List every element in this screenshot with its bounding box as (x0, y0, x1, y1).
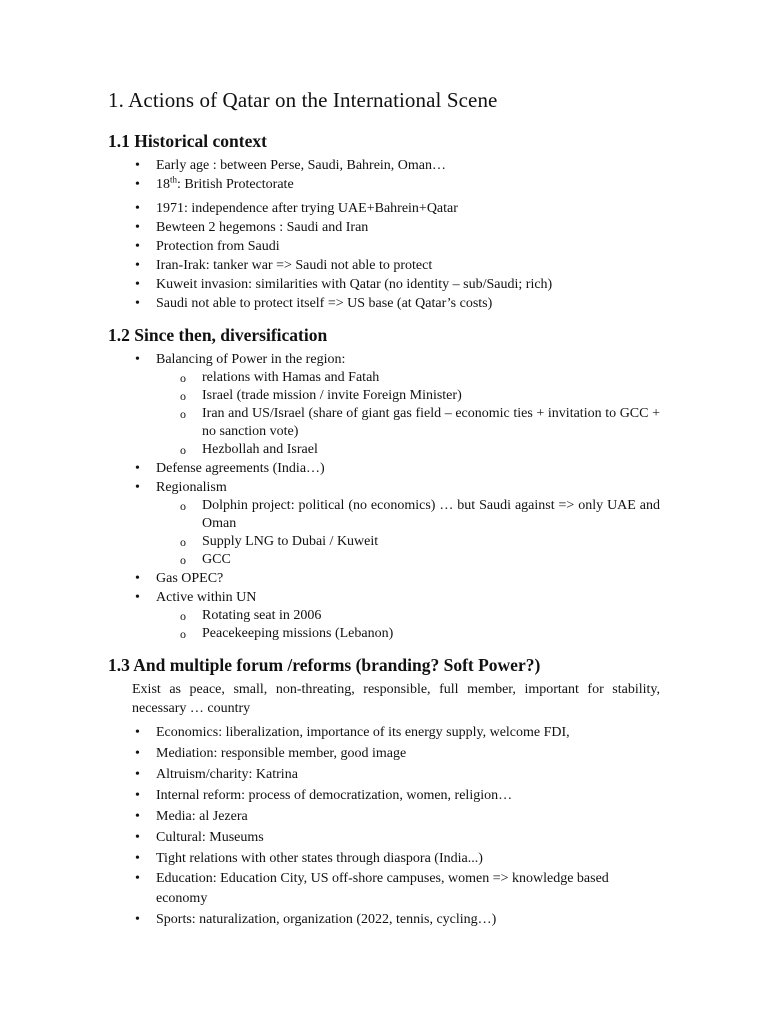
list-item (108, 478, 660, 569)
list-item: • Saudi not able to protect itself => US base (at Qatar’s costs) (108, 294, 660, 313)
list-item: • Defense agreements (India…) (108, 459, 660, 478)
list-item: • Tight relations with other states through diaspora (India...) (108, 848, 660, 869)
list-item (108, 175, 660, 194)
bullet-list (108, 350, 660, 643)
sub-list-item: o Israel (trade mission / invite Foreign Minister) (108, 387, 660, 405)
sub-list-item: o Hezbollah and Israel (108, 441, 660, 459)
sub-list-item: o Rotating seat in 2006 (108, 607, 660, 625)
list-item: • Early age : between Perse, Saudi, Bahrein, Oman… (108, 156, 660, 175)
section-historical-context (108, 131, 660, 313)
list-item: • Education: Education City, US off-shore campuses, women => knowledge based economy (108, 869, 660, 909)
list-item (108, 588, 660, 643)
section-intro-paragraph: Exist as peace, small, non-threating, responsible, full member, important for stability, necessary … country (132, 682, 660, 716)
sub-list-item: o Dolphin project: political (no economics) … but Saudi against => only UAE and Oman (108, 497, 660, 533)
list-item-text: Balancing of Power in the region: (156, 352, 346, 367)
list-item (108, 350, 660, 459)
list-item-text: Active within UN (156, 590, 257, 605)
bullet-list (108, 722, 660, 930)
sub-list-item: o GCC (108, 551, 660, 569)
list-item: • Mediation: responsible member, good image (108, 743, 660, 764)
section-heading: 1.1 Historical context (108, 131, 267, 151)
sub-list-item: o Iran and US/Israel (share of giant gas field – economic ties + invitation to GCC + no sanction vote) (108, 405, 660, 441)
section-multiple-forum-reforms (108, 655, 660, 930)
document-title: 1. Actions of Qatar on the International Scene (108, 88, 498, 112)
list-item: • 1971: independence after trying UAE+Bahrein+Qatar (108, 199, 660, 218)
document-page (108, 88, 660, 942)
section-diversification (108, 325, 660, 643)
list-item: • Altruism/charity: Katrina (108, 764, 660, 785)
list-item: • Protection from Saudi (108, 237, 660, 256)
list-item: • Kuweit invasion: similarities with Qatar (no identity – sub/Saudi; rich) (108, 275, 660, 294)
list-item: • Internal reform: process of democratization, women, religion… (108, 785, 660, 806)
list-item: • Media: al Jezera (108, 806, 660, 827)
list-item: • Iran-Irak: tanker war => Saudi not able to protect (108, 256, 660, 275)
list-item: • Gas OPEC? (108, 569, 660, 588)
section-heading: 1.2 Since then, diversification (108, 325, 328, 345)
bullet-list (108, 156, 660, 313)
sub-list-item: o Supply LNG to Dubai / Kuweit (108, 533, 660, 551)
list-item-text: : British Protectorate (177, 177, 294, 192)
list-item: • Cultural: Museums (108, 827, 660, 848)
sub-list (108, 497, 660, 569)
sub-list-item: o Peacekeeping missions (Lebanon) (108, 625, 660, 643)
section-heading: 1.3 And multiple forum /reforms (branding? Soft Power?) (108, 655, 541, 675)
list-item-text: 18 (156, 177, 170, 192)
list-item: • Economics: liberalization, importance of its energy supply, welcome FDI, (108, 722, 660, 743)
superscript: th (170, 174, 178, 185)
list-item: • Sports: naturalization, organization (2022, tennis, cycling…) (108, 909, 660, 930)
sub-list (108, 369, 660, 459)
list-item-text: Regionalism (156, 480, 227, 495)
sub-list (108, 607, 660, 643)
sub-list-item: o relations with Hamas and Fatah (108, 369, 660, 387)
list-item: • Bewteen 2 hegemons : Saudi and Iran (108, 218, 660, 237)
